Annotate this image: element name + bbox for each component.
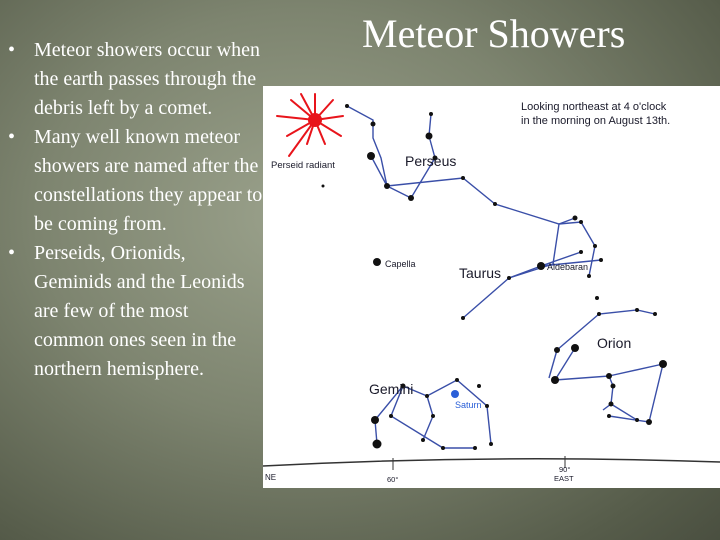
- perseus-label: Perseus: [405, 153, 457, 169]
- bullet-marker: •: [8, 126, 16, 148]
- saturn-dot: [451, 390, 459, 398]
- bullet-item: [8, 239, 263, 384]
- radiant-label: Perseid radiant: [271, 160, 335, 171]
- horizon-east-label: EAST: [554, 474, 574, 483]
- orion-label: Orion: [597, 335, 632, 351]
- capella-label: Capella: [385, 259, 416, 269]
- taurus-label: Taurus: [459, 265, 502, 281]
- horizon-90-label: 90°: [559, 465, 571, 474]
- capella-star: [373, 258, 381, 266]
- horizon-line: [263, 459, 720, 466]
- bullet-list: [8, 36, 263, 384]
- aldebaran-label: Aldebaran: [547, 262, 589, 272]
- radiant-burst-icon: [277, 94, 343, 156]
- horizon-ne-label: NE: [265, 473, 277, 482]
- slide-title: Meteor Showers: [362, 11, 626, 56]
- aldebaran-star: [537, 262, 545, 270]
- map-caption-line2: in the morning on August 13th.: [521, 115, 671, 127]
- horizon-60-label: 60°: [387, 475, 399, 484]
- bullet-marker: •: [8, 242, 16, 264]
- bullet-text: Meteor showers occur when the earth passes through the debris left by a comet.: [34, 39, 261, 119]
- bullet-item: [8, 36, 263, 123]
- saturn-label: Saturn: [455, 400, 482, 410]
- bullet-text: Many well known meteor showers are named after the constellations they appear to be coming from.: [34, 126, 263, 235]
- bullet-text: Perseids, Orionids, Geminids and the Leonids are few of the most common ones seen in the northern hemisphere.: [34, 242, 245, 380]
- star-map: [263, 86, 720, 488]
- gemini-label: Gemini: [369, 381, 414, 397]
- bullet-marker: •: [8, 39, 16, 61]
- star-map-svg: [263, 86, 720, 488]
- map-caption-line1: Looking northeast at 4 o'clock: [521, 101, 667, 113]
- bullet-item: [8, 123, 263, 239]
